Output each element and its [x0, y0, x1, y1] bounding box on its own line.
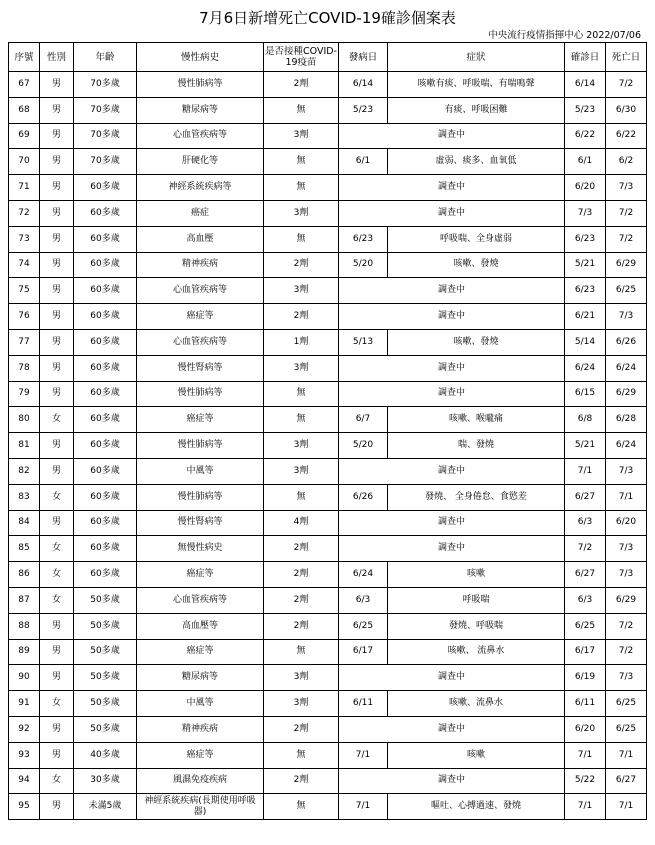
cell-age: 70多歲 [74, 97, 137, 123]
cell-sex: 男 [40, 613, 74, 639]
cell-no: 95 [9, 794, 40, 820]
cell-sex: 男 [40, 381, 74, 407]
cell-death: 6/29 [606, 381, 647, 407]
table-row [9, 665, 647, 691]
cell-diagnosed: 5/23 [565, 97, 606, 123]
cell-vaccine: 1劑 [264, 329, 339, 355]
cell-diagnosed: 7/3 [565, 200, 606, 226]
cell-symptoms: 調查中 [339, 200, 565, 226]
cell-death: 7/3 [606, 458, 647, 484]
cell-onset: 6/17 [339, 639, 388, 665]
cell-history: 癌症等 [137, 304, 264, 330]
cell-history: 心血管疾病等 [137, 587, 264, 613]
table-body [9, 72, 647, 820]
cell-sex: 男 [40, 278, 74, 304]
issuer-date: 中央流行疫情指揮中心 2022/07/06 [488, 30, 641, 41]
cell-vaccine: 2劑 [264, 304, 339, 330]
cell-vaccine: 3劑 [264, 433, 339, 459]
cell-symptoms: 咳嗽、流鼻水 [388, 691, 565, 717]
cell-history: 癌症等 [137, 639, 264, 665]
cell-symptoms: 虛弱、痰多、血氧低 [388, 149, 565, 175]
cell-age: 50多歲 [74, 665, 137, 691]
cell-diagnosed: 6/20 [565, 175, 606, 201]
table-row [9, 639, 647, 665]
cell-age: 60多歲 [74, 175, 137, 201]
cell-diagnosed: 6/15 [565, 381, 606, 407]
table-row [9, 613, 647, 639]
table-row [9, 510, 647, 536]
cell-no: 75 [9, 278, 40, 304]
cell-symptoms: 咳嗽、發燒 [388, 329, 565, 355]
cell-symptoms: 調查中 [339, 381, 565, 407]
table-row [9, 536, 647, 562]
cell-sex: 男 [40, 794, 74, 820]
cell-onset: 6/23 [339, 226, 388, 252]
header-vaccine: 是否接種COVID-19疫苗 [264, 43, 339, 72]
header-diagnosed: 確診日 [565, 43, 606, 72]
table-row [9, 691, 647, 717]
cell-diagnosed: 6/21 [565, 304, 606, 330]
cell-history: 神經系統疾病等 [137, 175, 264, 201]
cell-no: 79 [9, 381, 40, 407]
cell-age: 50多歲 [74, 613, 137, 639]
cell-diagnosed: 5/22 [565, 768, 606, 794]
table-row [9, 433, 647, 459]
cell-death: 6/24 [606, 433, 647, 459]
cell-death: 7/1 [606, 484, 647, 510]
cell-sex: 男 [40, 742, 74, 768]
cell-no: 91 [9, 691, 40, 717]
cell-history: 心血管疾病等 [137, 329, 264, 355]
cell-no: 94 [9, 768, 40, 794]
header-onset: 發病日 [339, 43, 388, 72]
cell-age: 60多歲 [74, 433, 137, 459]
cell-onset: 5/23 [339, 97, 388, 123]
cell-history: 神經系統疾病(長期使用呼吸器) [137, 794, 264, 820]
cell-symptoms: 調查中 [339, 665, 565, 691]
cell-no: 76 [9, 304, 40, 330]
cell-onset: 6/11 [339, 691, 388, 717]
cell-vaccine: 3劑 [264, 458, 339, 484]
cell-vaccine: 無 [264, 742, 339, 768]
cell-vaccine: 無 [264, 794, 339, 820]
cell-age: 60多歲 [74, 562, 137, 588]
cell-sex: 女 [40, 407, 74, 433]
cell-death: 7/2 [606, 72, 647, 98]
cell-no: 88 [9, 613, 40, 639]
cell-vaccine: 無 [264, 97, 339, 123]
cell-history: 慢性肺病等 [137, 72, 264, 98]
cell-history: 慢性肺病等 [137, 484, 264, 510]
cell-age: 60多歲 [74, 458, 137, 484]
cell-death: 6/24 [606, 355, 647, 381]
cell-sex: 女 [40, 691, 74, 717]
cell-symptoms: 喘、發燒 [388, 433, 565, 459]
cell-age: 70多歲 [74, 149, 137, 175]
cell-onset: 5/20 [339, 252, 388, 278]
table-row [9, 768, 647, 794]
cell-sex: 男 [40, 72, 74, 98]
cell-diagnosed: 6/25 [565, 613, 606, 639]
cell-no: 71 [9, 175, 40, 201]
cell-sex: 女 [40, 587, 74, 613]
cell-death: 7/2 [606, 200, 647, 226]
cell-death: 6/29 [606, 587, 647, 613]
cell-no: 80 [9, 407, 40, 433]
cell-history: 慢性肺病等 [137, 381, 264, 407]
cell-no: 67 [9, 72, 40, 98]
header-row [9, 43, 647, 72]
cell-sex: 男 [40, 639, 74, 665]
cell-vaccine: 2劑 [264, 587, 339, 613]
cell-diagnosed: 6/23 [565, 226, 606, 252]
cell-death: 7/1 [606, 794, 647, 820]
cell-history: 糖尿病等 [137, 97, 264, 123]
cell-age: 60多歲 [74, 355, 137, 381]
cell-diagnosed: 6/14 [565, 72, 606, 98]
cell-history: 精神疾病 [137, 716, 264, 742]
cell-symptoms: 調查中 [339, 355, 565, 381]
cell-sex: 女 [40, 562, 74, 588]
cell-symptoms: 調查中 [339, 278, 565, 304]
cell-age: 50多歲 [74, 691, 137, 717]
cell-death: 6/26 [606, 329, 647, 355]
cell-age: 60多歲 [74, 200, 137, 226]
table-row [9, 175, 647, 201]
cell-symptoms: 咳嗽 [388, 742, 565, 768]
cell-symptoms: 有痰、呼吸困難 [388, 97, 565, 123]
cell-death: 6/20 [606, 510, 647, 536]
cell-no: 92 [9, 716, 40, 742]
cell-diagnosed: 5/14 [565, 329, 606, 355]
cell-age: 60多歲 [74, 510, 137, 536]
cell-history: 肝硬化等 [137, 149, 264, 175]
cell-vaccine: 無 [264, 484, 339, 510]
cell-vaccine: 無 [264, 175, 339, 201]
header-sex: 性別 [40, 43, 74, 72]
cell-death: 6/28 [606, 407, 647, 433]
table-row [9, 97, 647, 123]
cell-sex: 男 [40, 304, 74, 330]
cell-diagnosed: 6/19 [565, 665, 606, 691]
cell-onset: 6/25 [339, 613, 388, 639]
cell-onset: 7/1 [339, 742, 388, 768]
header-symptoms: 症狀 [388, 43, 565, 72]
cell-vaccine: 3劑 [264, 123, 339, 149]
cell-diagnosed: 6/23 [565, 278, 606, 304]
cell-vaccine: 2劑 [264, 613, 339, 639]
cell-diagnosed: 5/21 [565, 433, 606, 459]
cell-sex: 男 [40, 510, 74, 536]
cell-vaccine: 2劑 [264, 768, 339, 794]
cell-symptoms: 發燒、 全身倦怠、食慾差 [388, 484, 565, 510]
cell-vaccine: 2劑 [264, 562, 339, 588]
cell-vaccine: 無 [264, 407, 339, 433]
cell-symptoms: 調查中 [339, 458, 565, 484]
cell-sex: 男 [40, 433, 74, 459]
cell-age: 60多歲 [74, 304, 137, 330]
table-row [9, 381, 647, 407]
cell-no: 93 [9, 742, 40, 768]
cell-age: 40多歲 [74, 742, 137, 768]
cell-vaccine: 3劑 [264, 355, 339, 381]
cell-no: 84 [9, 510, 40, 536]
table-row [9, 742, 647, 768]
cell-death: 6/25 [606, 716, 647, 742]
cell-history: 精神疾病 [137, 252, 264, 278]
cell-vaccine: 3劑 [264, 200, 339, 226]
cell-death: 7/3 [606, 175, 647, 201]
cell-history: 高血壓 [137, 226, 264, 252]
cell-diagnosed: 6/22 [565, 123, 606, 149]
cell-symptoms: 咳嗽有痰、呼吸喘、有喘鳴聲 [388, 72, 565, 98]
cell-onset: 6/7 [339, 407, 388, 433]
cell-age: 60多歲 [74, 226, 137, 252]
cell-diagnosed: 7/2 [565, 536, 606, 562]
table-row [9, 407, 647, 433]
cell-history: 糖尿病等 [137, 665, 264, 691]
cell-no: 70 [9, 149, 40, 175]
document-title: 7月6日新增死亡COVID-19確診個案表 [199, 9, 456, 27]
table-row [9, 200, 647, 226]
table-row [9, 226, 647, 252]
cell-vaccine: 無 [264, 226, 339, 252]
cell-history: 無慢性病史 [137, 536, 264, 562]
cell-death: 7/3 [606, 304, 647, 330]
cell-symptoms: 調查中 [339, 304, 565, 330]
cell-vaccine: 3劑 [264, 278, 339, 304]
cell-diagnosed: 7/1 [565, 794, 606, 820]
cell-diagnosed: 6/27 [565, 484, 606, 510]
cell-no: 77 [9, 329, 40, 355]
table-row [9, 458, 647, 484]
cell-diagnosed: 5/21 [565, 252, 606, 278]
cell-vaccine: 4劑 [264, 510, 339, 536]
cell-diagnosed: 6/20 [565, 716, 606, 742]
cell-sex: 男 [40, 149, 74, 175]
cell-diagnosed: 6/11 [565, 691, 606, 717]
cell-history: 風濕免疫疾病 [137, 768, 264, 794]
cell-history: 癌症等 [137, 742, 264, 768]
cell-death: 6/27 [606, 768, 647, 794]
header-no: 序號 [9, 43, 40, 72]
cell-symptoms: 咳嗽、發燒 [388, 252, 565, 278]
cell-onset: 6/1 [339, 149, 388, 175]
cell-symptoms: 調查中 [339, 716, 565, 742]
cell-diagnosed: 6/3 [565, 587, 606, 613]
cell-sex: 男 [40, 252, 74, 278]
cell-no: 81 [9, 433, 40, 459]
cell-diagnosed: 6/3 [565, 510, 606, 536]
cell-sex: 男 [40, 123, 74, 149]
cell-no: 78 [9, 355, 40, 381]
cell-vaccine: 3劑 [264, 665, 339, 691]
cell-sex: 男 [40, 175, 74, 201]
cell-vaccine: 3劑 [264, 691, 339, 717]
cell-symptoms: 呼吸喘、全身虛弱 [388, 226, 565, 252]
cell-no: 72 [9, 200, 40, 226]
cell-no: 87 [9, 587, 40, 613]
cell-no: 74 [9, 252, 40, 278]
cell-vaccine: 2劑 [264, 252, 339, 278]
cell-vaccine: 無 [264, 639, 339, 665]
header-age: 年齡 [74, 43, 137, 72]
cell-history: 心血管疾病等 [137, 278, 264, 304]
cell-sex: 女 [40, 536, 74, 562]
cell-death: 6/29 [606, 252, 647, 278]
cell-sex: 女 [40, 484, 74, 510]
cell-no: 73 [9, 226, 40, 252]
header-history: 慢性病史 [137, 43, 264, 72]
cell-diagnosed: 7/1 [565, 458, 606, 484]
table-row [9, 72, 647, 98]
cell-age: 60多歲 [74, 407, 137, 433]
cell-symptoms: 調查中 [339, 536, 565, 562]
cell-diagnosed: 6/1 [565, 149, 606, 175]
cell-diagnosed: 6/24 [565, 355, 606, 381]
cell-sex: 女 [40, 768, 74, 794]
cell-no: 90 [9, 665, 40, 691]
cell-death: 7/1 [606, 742, 647, 768]
cell-sex: 男 [40, 200, 74, 226]
cell-death: 7/2 [606, 226, 647, 252]
cell-death: 7/2 [606, 613, 647, 639]
cell-onset: 6/14 [339, 72, 388, 98]
cell-no: 85 [9, 536, 40, 562]
cell-age: 60多歲 [74, 536, 137, 562]
cell-history: 心血管疾病等 [137, 123, 264, 149]
cell-death: 6/30 [606, 97, 647, 123]
cell-age: 60多歲 [74, 381, 137, 407]
cell-death: 6/25 [606, 691, 647, 717]
cell-sex: 男 [40, 226, 74, 252]
cell-no: 68 [9, 97, 40, 123]
table-row [9, 329, 647, 355]
cell-diagnosed: 6/17 [565, 639, 606, 665]
cell-onset: 5/13 [339, 329, 388, 355]
cell-death: 6/25 [606, 278, 647, 304]
table-row [9, 587, 647, 613]
table-row [9, 304, 647, 330]
cell-age: 60多歲 [74, 252, 137, 278]
cell-age: 30多歲 [74, 768, 137, 794]
cell-onset: 7/1 [339, 794, 388, 820]
cell-history: 慢性腎病等 [137, 355, 264, 381]
cell-death: 7/3 [606, 665, 647, 691]
cell-onset: 6/24 [339, 562, 388, 588]
cell-symptoms: 嘔吐、心搏過速、發燒 [388, 794, 565, 820]
cell-age: 70多歲 [74, 72, 137, 98]
cell-history: 癌症等 [137, 407, 264, 433]
cell-diagnosed: 6/8 [565, 407, 606, 433]
cell-no: 86 [9, 562, 40, 588]
cell-diagnosed: 7/1 [565, 742, 606, 768]
cell-vaccine: 2劑 [264, 72, 339, 98]
cell-diagnosed: 6/27 [565, 562, 606, 588]
cell-sex: 男 [40, 97, 74, 123]
cell-no: 82 [9, 458, 40, 484]
cell-symptoms: 調查中 [339, 510, 565, 536]
table-row [9, 562, 647, 588]
cell-no: 83 [9, 484, 40, 510]
cell-symptoms: 調查中 [339, 175, 565, 201]
cell-no: 89 [9, 639, 40, 665]
cell-death: 7/2 [606, 639, 647, 665]
cell-history: 癌症等 [137, 562, 264, 588]
cell-history: 慢性肺病等 [137, 433, 264, 459]
cell-death: 7/3 [606, 562, 647, 588]
cell-history: 中風等 [137, 458, 264, 484]
cell-onset: 6/26 [339, 484, 388, 510]
cell-age: 未滿5歲 [74, 794, 137, 820]
cell-symptoms: 呼吸喘 [388, 587, 565, 613]
table-row [9, 794, 647, 820]
table-row [9, 484, 647, 510]
header-death: 死亡日 [606, 43, 647, 72]
cell-vaccine: 無 [264, 149, 339, 175]
cell-no: 69 [9, 123, 40, 149]
cell-age: 50多歲 [74, 587, 137, 613]
cell-sex: 男 [40, 329, 74, 355]
table-row [9, 716, 647, 742]
table-row [9, 278, 647, 304]
cell-age: 50多歲 [74, 716, 137, 742]
cell-vaccine: 無 [264, 381, 339, 407]
cell-age: 60多歲 [74, 329, 137, 355]
cell-vaccine: 2劑 [264, 536, 339, 562]
cell-symptoms: 調查中 [339, 123, 565, 149]
cell-age: 60多歲 [74, 278, 137, 304]
cell-sex: 男 [40, 716, 74, 742]
cell-symptoms: 咳嗽 [388, 562, 565, 588]
cell-sex: 男 [40, 665, 74, 691]
cell-symptoms: 咳嗽、 流鼻水 [388, 639, 565, 665]
cell-death: 6/2 [606, 149, 647, 175]
cell-onset: 5/20 [339, 433, 388, 459]
cell-age: 50多歲 [74, 639, 137, 665]
cell-onset: 6/3 [339, 587, 388, 613]
cell-age: 70多歲 [74, 123, 137, 149]
table-row [9, 123, 647, 149]
cell-symptoms: 調查中 [339, 768, 565, 794]
cases-table [8, 42, 647, 820]
cell-sex: 男 [40, 458, 74, 484]
cell-history: 高血壓等 [137, 613, 264, 639]
cell-history: 癌症 [137, 200, 264, 226]
cell-sex: 男 [40, 355, 74, 381]
table-row [9, 252, 647, 278]
cell-symptoms: 發燒、呼吸喘 [388, 613, 565, 639]
table-row [9, 355, 647, 381]
cell-symptoms: 咳嗽、喉嚨痛 [388, 407, 565, 433]
cell-death: 7/3 [606, 536, 647, 562]
cell-vaccine: 2劑 [264, 716, 339, 742]
cell-age: 60多歲 [74, 484, 137, 510]
cell-history: 中風等 [137, 691, 264, 717]
cell-history: 慢性腎病等 [137, 510, 264, 536]
cell-death: 6/22 [606, 123, 647, 149]
table-row [9, 149, 647, 175]
